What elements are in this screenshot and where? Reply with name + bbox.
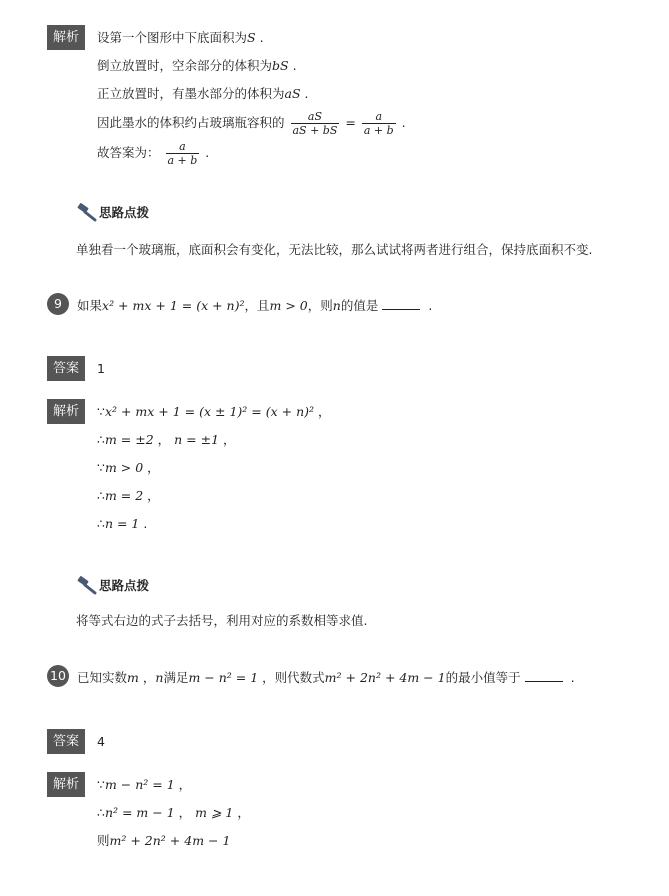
answer-blank [382,297,420,310]
fraction-answer: $\frac{a}{a + b}$ [167,140,198,167]
step-line: ∵x² + mx + 1 = (x ± 1)² = (x + n)² ， [97,404,331,419]
step-line: ∴n² = m − 1 ， m ⩾ 1 ， [97,805,250,820]
pin-icon [76,201,98,223]
question-number: 10 [47,665,69,687]
analysis-tag: 解析 [47,25,85,50]
analysis-tag: 解析 [47,399,85,424]
step-line: ∵m > 0 ， [97,460,160,475]
step-line: ∴n = 1 . [97,516,148,531]
hint-text: 单独看一个玻璃瓶，底面积会有变化，无法比较，那么试试将两者进行组合，保持底面积不变. [76,242,593,257]
answer-tag: 答案 [47,356,85,381]
hint-title: 思路点拨 [99,205,150,220]
fraction-as: $\frac{aS}{aS + bS}$ [292,110,338,137]
hint-text: 将等式右边的式子去括号，利用对应的系数相等求值. [76,613,368,628]
fraction-a: $\frac{a}{a + b}$ [363,110,394,137]
question-number: 9 [47,293,69,315]
question-text: 如果x² + mx + 1 = (x + n)²，且m > 0，则n的值是 . [77,298,433,313]
answer-value: 4 [97,734,105,749]
analysis-tag: 解析 [47,772,85,797]
step-line: 则m² + 2n² + 4m − 1 [97,833,231,848]
answer-tag: 答案 [47,729,85,754]
answer-blank [525,669,563,682]
question-text: 已知实数m ，n满足m − n² = 1 ，则代数式m² + 2n² + 4m − 1的最小值等于 . [77,670,575,685]
analysis-line-2: 倒立放置时，空余部分的体积为bS . [97,58,297,73]
answer-value: 1 [97,361,105,376]
pin-icon [76,574,98,596]
step-line: ∴m = 2 ， [97,488,160,503]
analysis-line-4: 因此墨水的体积约占玻璃瓶容积的 $\frac{aS}{aS + bS}$ = $\frac{a}{a + b}$ . [97,110,406,137]
hint-title: 思路点拨 [99,578,150,593]
analysis-line-1: 设第一个图形中下底面积为S . [97,30,264,45]
analysis-line-5: 故答案为： $\frac{a}{a + b}$ . [97,140,210,167]
step-line: ∵m − n² = 1 ， [97,777,192,792]
analysis-line-3: 正立放置时，有墨水部分的体积为aS . [97,86,309,101]
step-line: ∴m = ±2 ， n = ±1 ， [97,432,236,447]
